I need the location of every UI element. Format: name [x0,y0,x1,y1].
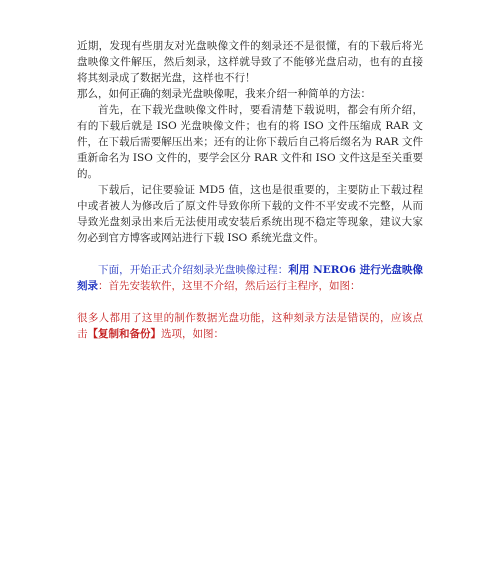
paragraph-question: 那么，如何正确的刻录光盘映像呢，我来介绍一种简单的方法： [77,88,371,100]
paragraph-spacer-2 [77,294,423,310]
nero-intro-lead: 下面，开始正式介绍刻录光盘映像过程： [98,264,289,276]
paragraph-download-instructions: 首先，在下载光盘映像文件时，要看清楚下载说明，都会有所介绍，有的下载后就是 ISO 光盘映像文件；也有的将 ISO 文件压缩成 RAR 文件，在下载后需要解压出来；还有的让你下载后自己将后缀名为 RAR 文件重新命名为 ISO 文件的，要学会区分 RAR 文件和 ISO 文件这是至关重要的。 [77,104,423,180]
paragraph-nero-intro [77,262,423,294]
copy-backup-line: 很多人都用了这里的制作数据光盘功能，这种刻录方法是错误的，应该点击 [77,312,423,340]
copy-backup-option: 【复制和备份】 [87,328,161,340]
nero-highlight: 利用 NERO6 进行光盘映像刻录 [77,264,424,292]
document-body [77,38,423,342]
paragraph-md5-check: 下载后，记住要验证 MD5 值，这也是很重要的，主要防止下载过程中或者被人为修改后了原文件导致你所下载的文件不平安或不完整，从而导致光盘刻录出来后无法使用或安装后系统出现不稳定等现象，建议大家勿必到官方博客或网站进行下载 ISO 系统光盘文件。 [77,184,423,244]
paragraph-intro: 近期，发现有些朋友对光盘映像文件的刻录还不是很懂，有的下载后将光盘映像文件解压，然后刻录，这样就导致了不能够光盘启动，也有的直接将其刻录成了数据光盘，这样也不行！ [77,40,423,84]
paragraph-copy-backup [77,310,423,342]
copy-backup-tail: 选项，如图： [161,328,224,340]
nero-intro-tail: ：首先安装软件，这里不介绍，然后运行主程序，如图： [98,280,361,292]
paragraph-spacer [77,246,423,262]
